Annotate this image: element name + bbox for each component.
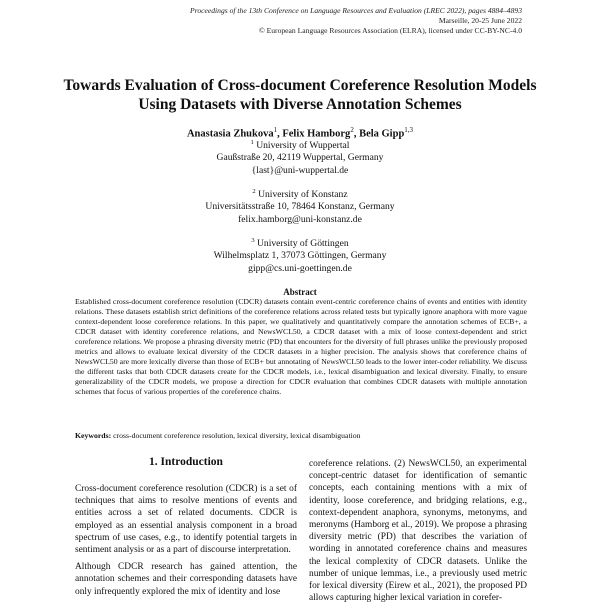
affiliation-mark: 1 (250, 139, 254, 146)
section-heading-introduction: 1. Introduction (149, 456, 223, 468)
license-line: © European Language Resources Association (ELRA), licensed under CC-BY-NC-4.0 (258, 26, 522, 35)
title-line-2: Using Datasets with Diverse Annotation Schemes (138, 96, 462, 113)
keywords-label: Keywords: (75, 431, 112, 440)
affiliation-address: Gaußstraße 20, 42119 Wuppertal, Germany (216, 152, 384, 164)
keywords (75, 431, 527, 441)
author-separator: , (353, 128, 360, 140)
affiliation-block (40, 186, 560, 226)
author-name: Bela Gipp (359, 128, 405, 140)
affiliation-name: University of Göttingen (256, 238, 349, 250)
proceedings-header (2, 6, 522, 36)
proceedings-line: Proceedings of the 13th Conference on Language Resources and Evaluation (LREC 2022), pages 4884–4893 (190, 6, 522, 15)
affiliation-block (40, 137, 560, 177)
author-separator: , (277, 128, 283, 140)
affiliation-mark: 3 (251, 237, 255, 244)
affiliation-name: University of Konstanz (258, 189, 348, 201)
affiliation-email: gipp@cs.uni-goettingen.de (248, 262, 352, 274)
intro-paragraph-continued: coreference relations. (2) NewsWCL50, an experimental concept-centric dataset for identification of semantic concepts, each containing mentions with a mix of identity, loose coreference, and bridging relations, e.g., context-dependent anaphora, synonyms, metonyms, and meronyms (Hamborg et al., 2019). We propose a phrasing diversity metric (PD) that describes the variation of wording in annotated coreference chains and measures the lexical complexity of CDCR datasets. Unlike the number of unique lemmas, i.e., a previously used metric for lexical diversity (Eirew et al., 2021), the proposed PD allows capturing higher lexical variation in corefer- (309, 459, 527, 604)
affiliation-name: University of Wuppertal (256, 140, 350, 152)
intro-paragraph: Cross-document coreference resolution (CDCR) is a set of techniques that aims to resolve mentions of events and entities across a set of related documents. CDCR is employed as an essential analysis component in a broad spectrum of use cases, e.g., to identify potential targets in sentiment analysis or as a part of discourse interpretation. (75, 484, 297, 556)
abstract-text: Established cross-document coreference resolution (CDCR) datasets contain event-centric coreference chains of events and entities with identity relations. These datasets establish strict definitions of the coreference relations across related tests but typically ignore anaphora with more vague context-dependent loose coreference relations. In this paper, we qualitatively and quantitatively compare the annotation schemes of ECB+, a CDCR dataset with identity coreference relations, and NewsWCL50, a CDCR dataset with a mix of loose context-dependent and strict coreference relations. We propose a phrasing diversity metric (PD) that encounters for the diversity of full phrases unlike the previously proposed metrics and allows to evaluate lexical diversity of the CDCR datasets in a higher precision. The analysis shows that coreference chains of NewsWCL50 are more lexically diverse than those of ECB+ but annotating of NewsWCL50 leads to the lower inter-coder reliability. We discuss the different tasks that both CDCR datasets create for the CDCR models, i.e., lexical disambiguation and lexical diversity. Finally, to ensure generalizability of the CDCR models, we propose a direction for CDCR evaluation that combines CDCR datasets with multiple annotation schemes that focus of various properties of the coreference chains. (75, 297, 527, 396)
left-column (75, 455, 297, 603)
keywords-text: cross-document coreference resolution, lexical diversity, lexical disambiguation (111, 431, 361, 440)
venue-date-line: Marseille, 20-25 June 2022 (438, 16, 522, 25)
affiliation-block (40, 235, 560, 275)
affiliation-email: felix.hamborg@uni-konstanz.de (238, 213, 362, 225)
author-affiliation-mark: 1 (273, 126, 278, 134)
author-name: Felix Hamborg (282, 128, 351, 140)
paper-title (40, 76, 560, 114)
author-affiliation-mark: 1,3 (404, 126, 414, 134)
affiliation-email: {last}@uni-wuppertal.de (251, 164, 349, 176)
intro-paragraph: Although CDCR research has gained attention, the annotation schemes and their corresponding datasets have only infrequently explored the mix of identity and lose (75, 562, 297, 597)
author-name: Anastasia Zhukova (186, 128, 274, 140)
right-column (309, 458, 527, 604)
affiliation-address: Universitätsstraße 10, 78464 Konstanz, Germany (205, 201, 395, 213)
author-affiliation-mark: 2 (350, 126, 354, 134)
abstract-heading: Abstract (283, 287, 317, 297)
affiliation-address: Wilhelmsplatz 1, 37073 Göttingen, Germany (213, 250, 387, 262)
affiliation-mark: 2 (252, 188, 256, 195)
title-line-1: Towards Evaluation of Cross-document Coreference Resolution Models (63, 77, 537, 94)
